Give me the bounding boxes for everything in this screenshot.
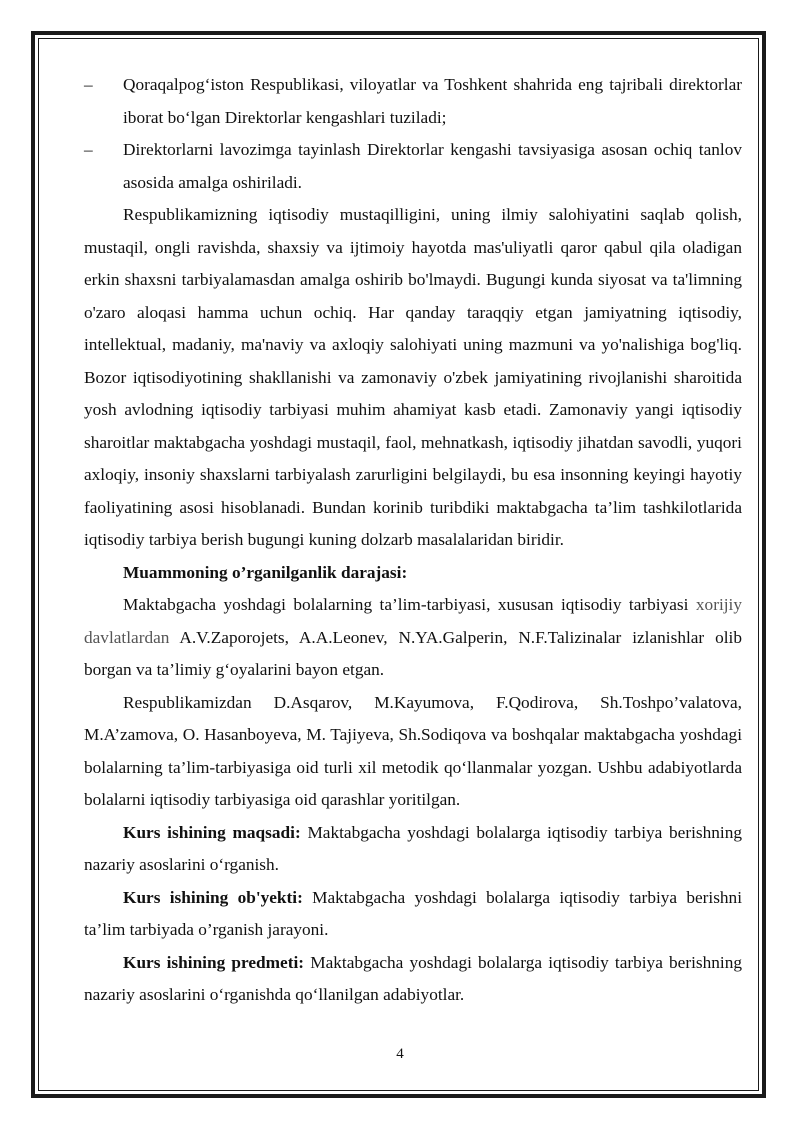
- bullet-marker: –: [84, 140, 93, 159]
- object-label: Kurs ishining ob'yekti:: [123, 887, 303, 907]
- paragraph-object: [84, 882, 742, 947]
- goal-label: Kurs ishining maqsadi:: [123, 822, 301, 842]
- page-content: [84, 69, 742, 1012]
- paragraph-goal: [84, 817, 742, 882]
- paragraph-intro: Respublikamizning iqtisodiy mustaqilligini, uning ilmiy salohiyatini saqlab qolish, mustaqil, ongli ravishda, shaxsiy va ijtimoiy hayotda mas'uliyatli qaror qabul qila oladigan erkin shaxsni tarbiyalamasdan amalga oshirib bo'lmaydi. Bugungi kunda siyosat va ta'limning o'zaro aloqasi hamma uchun ochiq. Har qanday taraqqiy etgan jamiyatning iqtisodiy, intellektual, madaniy, ma'naviy va axloqiy salohiyati uning mazmuni va yo'nalishiga bog'liq. Bozor iqtisodiyotining shakllanishi va zamonaviy o'zbek jamiyatining rivojlanishi sharoitida yosh avlodning iqtisodiy tarbiyasi muhim ahamiyat kasb etadi. Zamonaviy yangi iqtisodiy sharoitlar maktabgacha yoshdagi mustaqil, faol, mehnatkash, iqtisodiy jihatdan savodli, yuqori axloqiy, insoniy shaxslarni tarbiyalash zarurligini belgilaydi, bu esa insonning keyingi hayotiy faoliyatining asosi hisoblanadi. Bundan korinib turibdiki maktabgacha ta’lim tashkilotlarida iqtisodiy tarbiya berish bugungi kuning dolzarb masalalaridan biridir.: [84, 205, 742, 549]
- paragraph-subject: [84, 947, 742, 1012]
- section-heading: Muammoning o’rganilganlik darajasi:: [123, 562, 408, 582]
- subject-label: Kurs ishining predmeti:: [123, 952, 305, 972]
- bullet-text: Direktorlarni lavozimga tayinlash Direktorlar kengashi tavsiyasiga asosan ochiq tanlov asosida amalga oshiriladi.: [123, 140, 742, 192]
- object-text: Maktabgacha yoshdagi bolalarga iqtisodiy tarbiya berishni ta’lim tarbiyada o’rganish jarayoni.: [84, 887, 742, 939]
- highlighted-text: xorijiy davlatlardan: [84, 595, 742, 647]
- subject-text: Maktabgacha yoshdagi bolalarga iqtisodiy tarbiya berishning nazariy asoslarini o‘rganishda qo‘llanilgan adabiyotlar.: [84, 952, 742, 1004]
- paragraph-foreign-research: [84, 589, 742, 687]
- paragraph-text: Maktabgacha yoshdagi bolalarning ta’lim-tarbiyasi, xususan iqtisodiy tarbiyasi: [123, 595, 696, 614]
- bullet-text: Qoraqalpog‘iston Respublikasi, viloyatlar va Toshkent shahrida eng tajribali direktorlar iborat bo‘lgan Direktorlar kengashlari tuziladi;: [123, 75, 742, 127]
- page-number: 4: [396, 1046, 404, 1062]
- bullet-item: [84, 134, 742, 199]
- paragraph-local-research: Respublikamizdan D.Asqarov, M.Kayumova, F.Qodirova, Sh.Toshpo’valatova, M.A’zamova, O. Hasanboyeva, M. Tajiyeva, Sh.Sodiqova va boshqalar maktabgacha yoshdagi bolalarning ta’lim-tarbiyasiga oid turli xil metodik qo‘llanmalar yozgan. Ushbu adabiyotlarda bolalarni iqtisodiy tarbiyasiga oid qarashlar yoritilgan.: [84, 692, 742, 809]
- goal-text: Maktabgacha yoshdagi bolalarga iqtisodiy tarbiya berishning nazariy asoslarini o‘rganish.: [84, 822, 742, 874]
- bullet-marker: –: [84, 75, 93, 94]
- paragraph-text: A.V.Zaporojets, A.A.Leonev, N.YA.Galperin, N.F.Talizinalar izlanishlar olib borgan va ta’limiy g‘oyalarini bayon etgan.: [84, 627, 742, 679]
- bullet-item: [84, 69, 742, 134]
